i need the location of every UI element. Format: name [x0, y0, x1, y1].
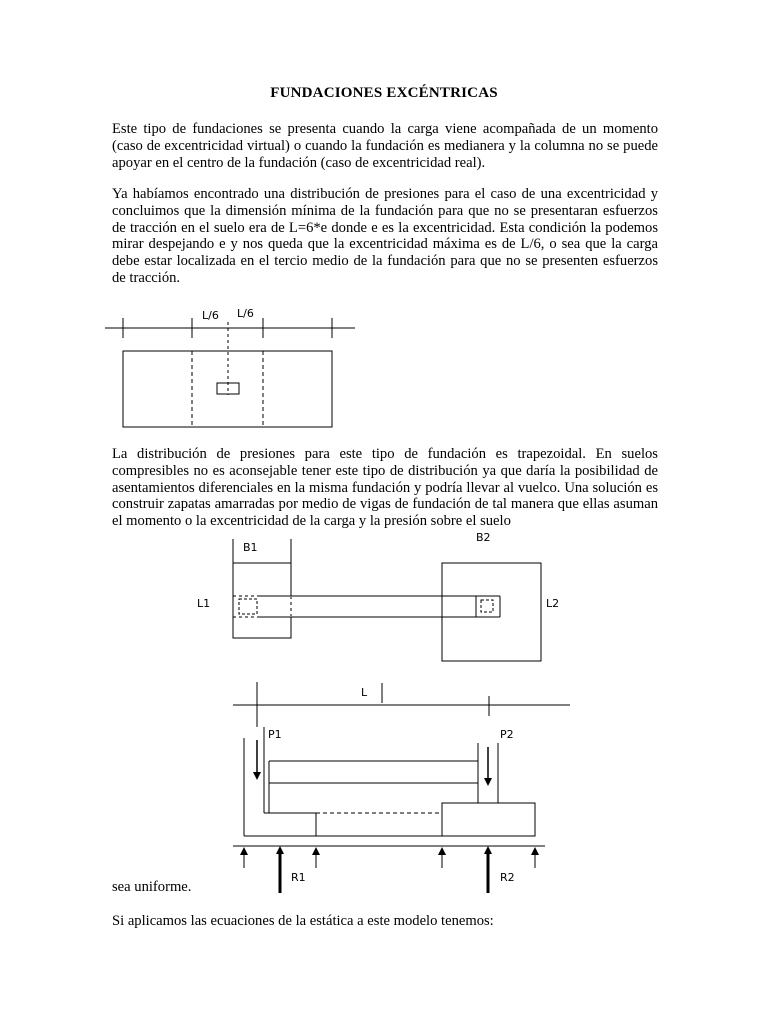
figure-middle-third [105, 318, 355, 427]
label-b2: B2 [476, 531, 491, 544]
label-l6-right: L/6 [237, 307, 254, 320]
column-1 [239, 599, 257, 614]
paragraph-statics: Si aplicamos las ecuaciones de la estática a este modelo tenemos: [112, 913, 494, 929]
label-p2: P2 [500, 728, 514, 741]
paragraph-eccentricity: Ya habíamos encontrado una distribución de presiones para el caso de una excentricidad y concluimos que la dimensión mínima de la fundación para que no se presentaran esfuerzos de tracción en el suelo era de L=6*e donde e es la excentricidad. Esta condición la podemos mirar despejando e y nos queda que la excentricidad máxima es de L/6, o sea que la carga debe estar localizada en el tercio medio de la fundación para que no se presenten esfuerzos de tracción. [112, 186, 658, 286]
footing-1 [233, 563, 291, 638]
label-r1: R1 [291, 871, 306, 884]
paragraph-trapezoidal: La distribución de presiones para este tipo de fundación es trapezoidal. En suelos compresibles no es aconsejable tener este tipo de distribución ya que daría la posibilidad de asentamientos diferenciales en la misma fundación y podría llevar al vuelco. Una solución es construir zapatas amarradas por medio de vigas de fundación de tal manera que ellas asuman el momento o la excentricidad de la carga y la presión sobre el suelo [112, 446, 658, 530]
label-l2: L2 [546, 597, 560, 610]
page-title: FUNDACIONES EXCÉNTRICAS [270, 85, 498, 101]
figure-tied-footings-plan [233, 539, 541, 661]
column-2 [481, 600, 493, 612]
label-span-l: L [361, 686, 368, 699]
paragraph-intro: Este tipo de fundaciones se presenta cuando la carga viene acompañada de un momento (caso de excentricidad virtual) o cuando la fundación es medianera y la columna no se puede apoyar en el centro de la fundación (caso de excentricidad real). [112, 121, 658, 171]
figure-tied-footings-elevation [233, 682, 570, 893]
label-l1: L1 [197, 597, 211, 610]
paragraph-uniform: sea uniforme. [112, 879, 192, 895]
label-r2: R2 [500, 871, 515, 884]
label-b1: B1 [243, 541, 258, 554]
label-p1: P1 [268, 728, 282, 741]
label-l6-left: L/6 [202, 309, 219, 322]
